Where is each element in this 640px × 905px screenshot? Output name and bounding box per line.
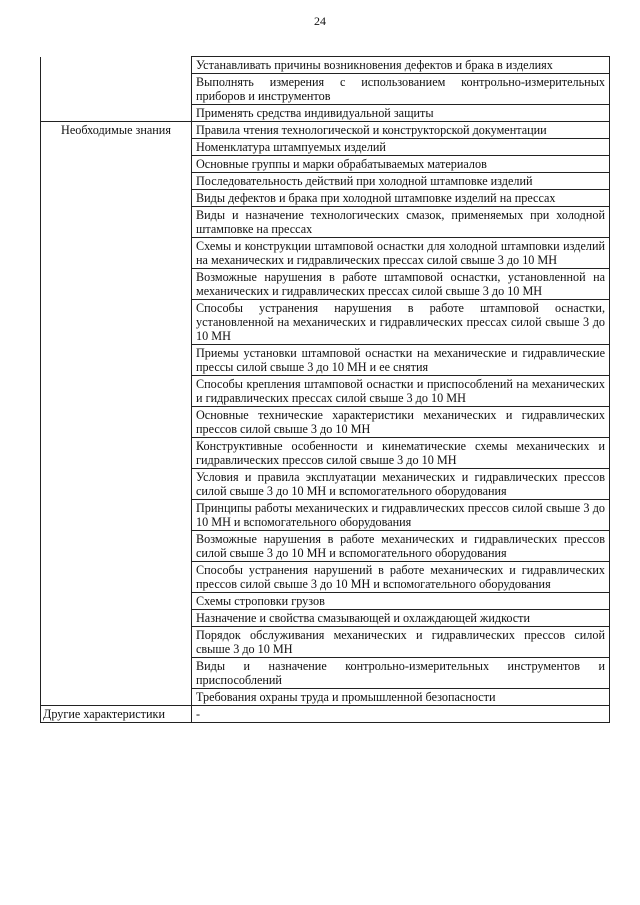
requirements-table-body — [41, 57, 610, 723]
knowledge-item: Приемы установки штамповой оснастки на механические и гидравлические прессы силой свыше 3 до 10 МН и ее снятия — [192, 345, 610, 376]
knowledge-row — [41, 300, 610, 345]
knowledge-row — [41, 689, 610, 706]
knowledge-item: Номенклатура штампуемых изделий — [192, 139, 610, 156]
knowledge-row — [41, 139, 610, 156]
knowledge-row — [41, 407, 610, 438]
knowledge-label-cell — [41, 627, 192, 658]
knowledge-item: Конструктивные особенности и кинематические схемы механических и гидравлических прессов силой свыше 3 до 10 МН — [192, 438, 610, 469]
knowledge-label-cell — [41, 689, 192, 706]
knowledge-item: Виды и назначение технологических смазок, применяемых при холодной штамповке на прессах — [192, 207, 610, 238]
skills-item: Выполнять измерения с использованием контрольно-измерительных приборов и инструментов — [192, 74, 610, 105]
knowledge-item: Схемы и конструкции штамповой оснастки для холодной штамповки изделий на механических и гидравлических прессах силой свыше 3 до 10 МН — [192, 238, 610, 269]
knowledge-row — [41, 190, 610, 207]
knowledge-item: Порядок обслуживания механических и гидравлических прессов силой свыше 3 до 10 МН — [192, 627, 610, 658]
other-label-cell: Другие характеристики — [41, 706, 192, 723]
knowledge-row — [41, 610, 610, 627]
knowledge-label-cell — [41, 593, 192, 610]
knowledge-item: Способы крепления штамповой оснастки и приспособлений на механических и гидравлических прессах силой свыше 3 до 10 МН — [192, 376, 610, 407]
knowledge-label-cell — [41, 238, 192, 269]
knowledge-item: Назначение и свойства смазывающей и охлаждающей жидкости — [192, 610, 610, 627]
knowledge-row — [41, 207, 610, 238]
knowledge-label-cell — [41, 438, 192, 469]
skills-label-cell — [41, 57, 192, 74]
knowledge-row — [41, 376, 610, 407]
knowledge-label-cell — [41, 500, 192, 531]
knowledge-item: Способы устранения нарушения в работе штамповой оснастки, установленной на механических и гидравлических прессах силой свыше 3 до 10 МН — [192, 300, 610, 345]
skills-row — [41, 105, 610, 122]
knowledge-row — [41, 122, 610, 139]
knowledge-label-cell — [41, 469, 192, 500]
knowledge-item: Схемы строповки грузов — [192, 593, 610, 610]
skills-label-cell — [41, 74, 192, 105]
knowledge-row — [41, 593, 610, 610]
knowledge-label-cell — [41, 610, 192, 627]
knowledge-item: Основные технические характеристики механических и гидравлических прессов силой свыше 3 до 10 МН — [192, 407, 610, 438]
knowledge-label-cell — [41, 300, 192, 345]
knowledge-label-cell — [41, 376, 192, 407]
knowledge-label-cell — [41, 407, 192, 438]
knowledge-row — [41, 173, 610, 190]
knowledge-row — [41, 531, 610, 562]
knowledge-item: Способы устранения нарушений в работе механических и гидравлических прессов силой свыше 3 до 10 МН и вспомогательного оборудования — [192, 562, 610, 593]
knowledge-item: Требования охраны труда и промышленной безопасности — [192, 689, 610, 706]
skills-row — [41, 74, 610, 105]
knowledge-row — [41, 269, 610, 300]
knowledge-label-cell — [41, 531, 192, 562]
knowledge-label-cell — [41, 562, 192, 593]
knowledge-row — [41, 500, 610, 531]
knowledge-item: Последовательность действий при холодной штамповке изделий — [192, 173, 610, 190]
knowledge-label-cell — [41, 207, 192, 238]
knowledge-label-cell — [41, 658, 192, 689]
knowledge-row — [41, 238, 610, 269]
knowledge-row — [41, 658, 610, 689]
knowledge-label-cell: Необходимые знания — [41, 122, 192, 139]
knowledge-item: Виды дефектов и брака при холодной штамповке изделий на прессах — [192, 190, 610, 207]
knowledge-item: Основные группы и марки обрабатываемых материалов — [192, 156, 610, 173]
skills-label-cell — [41, 105, 192, 122]
skills-row — [41, 57, 610, 74]
knowledge-row — [41, 627, 610, 658]
knowledge-label-cell — [41, 190, 192, 207]
knowledge-item: Возможные нарушения в работе механических и гидравлических прессов силой свыше 3 до 10 МН и вспомогательного оборудования — [192, 531, 610, 562]
knowledge-label-cell — [41, 345, 192, 376]
knowledge-item: Правила чтения технологической и конструкторской документации — [192, 122, 610, 139]
requirements-table — [40, 56, 610, 723]
page-number: 24 — [314, 14, 326, 28]
skills-item: Устанавливать причины возникновения дефектов и брака в изделиях — [192, 57, 610, 74]
knowledge-label-cell — [41, 139, 192, 156]
knowledge-item: Виды и назначение контрольно-измерительных инструментов и приспособлений — [192, 658, 610, 689]
knowledge-item: Условия и правила эксплуатации механических и гидравлических прессов силой свыше 3 до 10 МН и вспомогательного оборудования — [192, 469, 610, 500]
knowledge-row — [41, 156, 610, 173]
knowledge-row — [41, 562, 610, 593]
other-value: - — [192, 706, 610, 723]
knowledge-label-cell — [41, 173, 192, 190]
knowledge-row — [41, 469, 610, 500]
knowledge-item: Возможные нарушения в работе штамповой оснастки, установленной на механических и гидравлических прессах силой свыше 3 до 10 МН — [192, 269, 610, 300]
knowledge-row — [41, 345, 610, 376]
skills-item: Применять средства индивидуальной защиты — [192, 105, 610, 122]
other-row — [41, 706, 610, 723]
knowledge-row — [41, 438, 610, 469]
knowledge-label-cell — [41, 156, 192, 173]
knowledge-label-cell — [41, 269, 192, 300]
knowledge-item: Принципы работы механических и гидравлических прессов силой свыше 3 до 10 МН и вспомогательного оборудования — [192, 500, 610, 531]
